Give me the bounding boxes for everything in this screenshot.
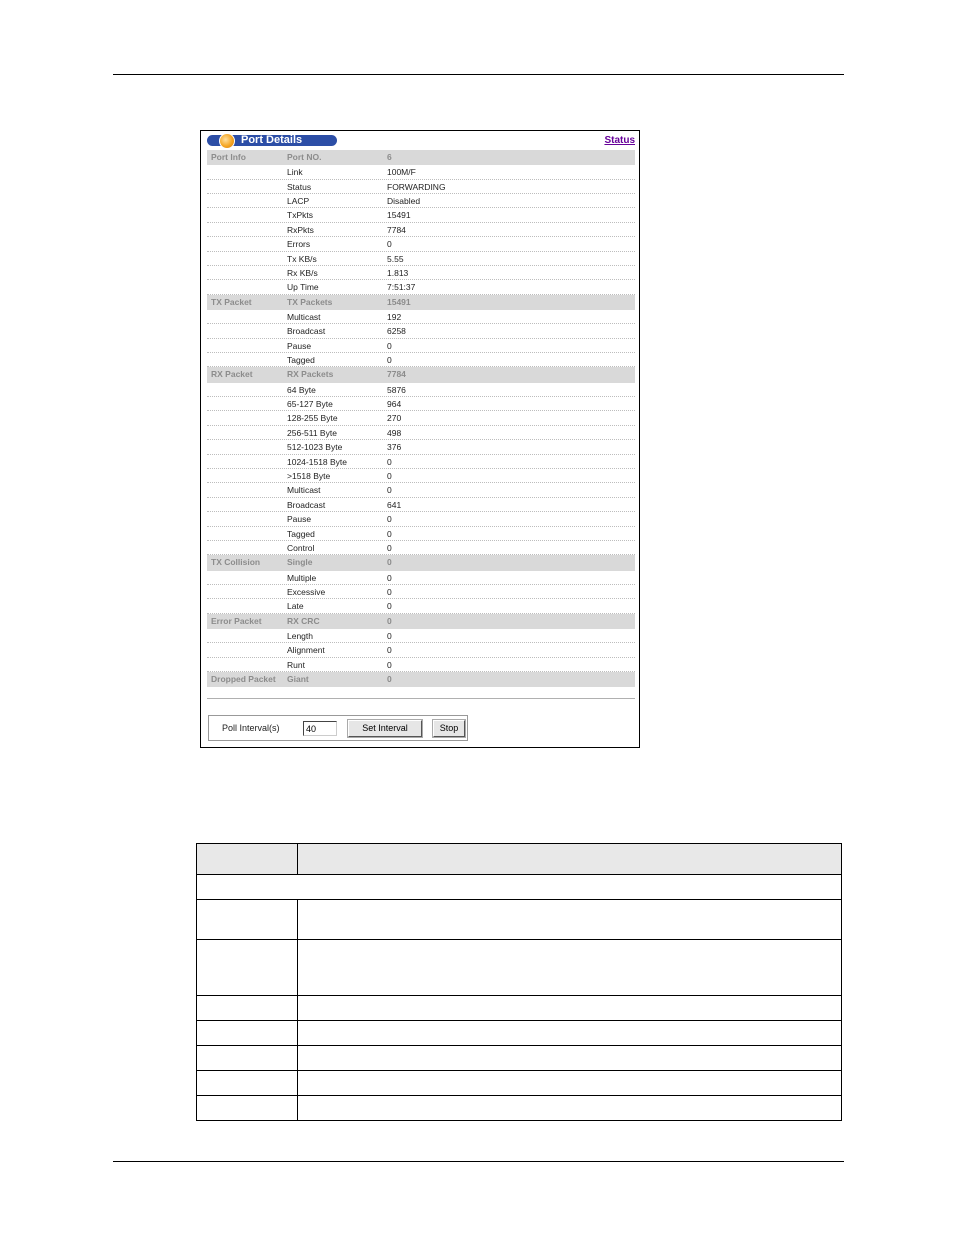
row-field-value: 7784 <box>387 224 406 235</box>
row-field-label: Link <box>287 167 303 178</box>
section-header-row <box>207 614 635 629</box>
row-field-value: 0 <box>387 586 392 597</box>
row-field-label: Single <box>287 557 313 568</box>
label-cell <box>197 1096 298 1121</box>
row-field-value: 0 <box>387 470 392 481</box>
detail-row <box>207 383 635 397</box>
detail-row <box>207 571 635 585</box>
row-field-value: 0 <box>387 456 392 467</box>
row-field-value: 5876 <box>387 384 406 395</box>
detail-row <box>207 498 635 512</box>
row-field-label: Broadcast <box>287 326 326 337</box>
detail-row <box>207 629 635 643</box>
description-table-row <box>197 875 842 900</box>
title-orb-icon <box>219 133 235 149</box>
row-section-label: RX Packet <box>211 369 253 380</box>
row-field-label: 65-127 Byte <box>287 399 333 410</box>
row-field-label: Runt <box>287 659 305 670</box>
row-field-label: 64 Byte <box>287 384 316 395</box>
detail-row <box>207 237 635 251</box>
detail-row <box>207 585 635 599</box>
description-table <box>196 843 842 1121</box>
row-field-label: Up Time <box>287 282 319 293</box>
row-field-label: Tagged <box>287 355 315 366</box>
page-footer-rule <box>113 1161 844 1162</box>
row-field-label: 128-255 Byte <box>287 413 338 424</box>
header-cell-description <box>298 844 842 875</box>
detail-row <box>207 658 635 672</box>
poll-interval-input[interactable] <box>303 721 337 736</box>
detail-row <box>207 440 635 454</box>
row-field-value: 100M/F <box>387 167 416 178</box>
label-cell <box>197 1071 298 1096</box>
description-cell <box>298 1046 842 1071</box>
row-section-label: TX Collision <box>211 557 261 568</box>
description-table-header <box>197 844 842 875</box>
detail-row <box>207 512 635 526</box>
detail-row <box>207 194 635 208</box>
row-field-value: 1.813 <box>387 267 409 278</box>
poll-interval-box <box>208 715 468 741</box>
description-table-row <box>197 1096 842 1121</box>
row-field-value: Disabled <box>387 195 421 206</box>
row-field-value: 0 <box>387 645 392 656</box>
detail-row <box>207 252 635 266</box>
table-section-cell <box>197 875 842 900</box>
description-cell <box>298 1021 842 1046</box>
row-field-label: >1518 Byte <box>287 470 331 481</box>
row-field-value: 6 <box>387 152 392 162</box>
row-field-label: Alignment <box>287 645 325 656</box>
detail-row <box>207 397 635 411</box>
row-field-label: Errors <box>287 239 311 250</box>
row-field-value: 0 <box>387 659 392 670</box>
row-field-label: Late <box>287 601 304 612</box>
row-field-value: 0 <box>387 528 392 539</box>
row-field-value: 0 <box>387 601 392 612</box>
detail-row <box>207 426 635 440</box>
description-table-row <box>197 1021 842 1046</box>
row-field-label: Giant <box>287 674 309 685</box>
row-field-value: 15491 <box>387 210 411 221</box>
row-field-value: 7784 <box>387 369 406 380</box>
detail-row <box>207 455 635 469</box>
description-cell <box>298 900 842 940</box>
row-field-value: 0 <box>387 355 392 366</box>
row-field-value: 641 <box>387 499 402 510</box>
label-cell <box>197 940 298 996</box>
status-link[interactable]: Status <box>604 135 635 146</box>
detail-row <box>207 223 635 237</box>
rows-end-divider <box>207 687 635 699</box>
row-field-label: Port NO. <box>287 152 322 162</box>
description-cell <box>298 1096 842 1121</box>
row-field-value: 0 <box>387 557 392 568</box>
row-field-value: 0 <box>387 340 392 351</box>
row-field-value: FORWARDING <box>387 181 446 192</box>
port-details-rows <box>207 150 635 699</box>
row-field-value: 0 <box>387 615 392 626</box>
panel-title: Port Details <box>241 134 303 146</box>
detail-row <box>207 469 635 483</box>
detail-row <box>207 411 635 425</box>
detail-row <box>207 527 635 541</box>
row-section-label: Dropped Packet <box>211 674 276 685</box>
label-cell <box>197 1046 298 1071</box>
row-field-value: 15491 <box>387 296 411 307</box>
row-field-value: 498 <box>387 427 402 438</box>
detail-row <box>207 310 635 324</box>
row-field-label: Pause <box>287 514 312 525</box>
description-table-row <box>197 900 842 940</box>
label-cell <box>197 1021 298 1046</box>
poll-interval-label: Poll Interval(s) <box>222 723 280 733</box>
detail-row <box>207 208 635 222</box>
detail-row <box>207 483 635 497</box>
row-field-value: 0 <box>387 572 392 583</box>
label-cell <box>197 900 298 940</box>
row-section-label: Error Packet <box>211 615 262 626</box>
row-field-label: 256-511 Byte <box>287 427 337 438</box>
row-field-value: 6258 <box>387 326 406 337</box>
detail-row <box>207 324 635 338</box>
row-field-label: Length <box>287 630 313 641</box>
row-field-label: RxPkts <box>287 224 314 235</box>
detail-row <box>207 541 635 555</box>
detail-row <box>207 599 635 613</box>
row-field-label: TxPkts <box>287 210 313 221</box>
set-interval-button[interactable]: Set Interval <box>348 720 422 737</box>
stop-button[interactable]: Stop <box>433 720 465 737</box>
detail-row <box>207 165 635 179</box>
section-header-row <box>207 555 635 570</box>
section-header-row <box>207 672 635 687</box>
row-field-label: RX CRC <box>287 615 320 626</box>
row-field-label: Rx KB/s <box>287 267 318 278</box>
row-section-label: Port Info <box>211 152 246 162</box>
description-table-row <box>197 1046 842 1071</box>
row-field-label: Status <box>287 181 312 192</box>
row-field-label: Excessive <box>287 586 326 597</box>
row-field-label: Broadcast <box>287 499 326 510</box>
detail-row <box>207 353 635 367</box>
description-cell <box>298 940 842 996</box>
detail-row <box>207 266 635 280</box>
row-field-label: Multiple <box>287 572 317 583</box>
row-field-value: 0 <box>387 485 392 496</box>
row-field-label: Multicast <box>287 311 321 322</box>
description-cell <box>298 996 842 1021</box>
section-header-row <box>207 295 635 310</box>
row-field-label: Control <box>287 542 315 553</box>
detail-row <box>207 180 635 194</box>
detail-row <box>207 339 635 353</box>
label-cell <box>197 996 298 1021</box>
row-field-value: 5.55 <box>387 253 404 264</box>
description-table-row <box>197 1071 842 1096</box>
row-field-value: 192 <box>387 311 402 322</box>
row-field-label: Tx KB/s <box>287 253 317 264</box>
description-table-row <box>197 996 842 1021</box>
row-field-value: 0 <box>387 542 392 553</box>
section-header-row <box>207 150 635 165</box>
row-field-label: 512-1023 Byte <box>287 442 343 453</box>
row-field-value: 0 <box>387 630 392 641</box>
header-cell-label <box>197 844 298 875</box>
row-field-value: 964 <box>387 399 402 410</box>
section-header-row <box>207 367 635 382</box>
row-field-value: 376 <box>387 442 402 453</box>
row-field-label: LACP <box>287 195 310 206</box>
row-field-label: RX Packets <box>287 369 334 380</box>
port-details-screenshot <box>200 130 640 748</box>
row-field-value: 270 <box>387 413 402 424</box>
row-field-label: Multicast <box>287 485 321 496</box>
description-table-row <box>197 940 842 996</box>
row-field-label: Pause <box>287 340 312 351</box>
page-header-rule <box>113 74 844 75</box>
row-section-label: TX Packet <box>211 296 252 307</box>
detail-row <box>207 643 635 657</box>
description-table-body <box>197 875 842 1121</box>
row-field-label: 1024-1518 Byte <box>287 456 348 467</box>
row-field-label: Tagged <box>287 528 315 539</box>
row-field-value: 7:51:37 <box>387 282 416 293</box>
description-cell <box>298 1071 842 1096</box>
panel-title-bar <box>207 135 637 147</box>
detail-row <box>207 280 635 294</box>
row-field-label: TX Packets <box>287 296 333 307</box>
row-field-value: 0 <box>387 239 392 250</box>
row-field-value: 0 <box>387 514 392 525</box>
row-field-value: 0 <box>387 674 392 685</box>
